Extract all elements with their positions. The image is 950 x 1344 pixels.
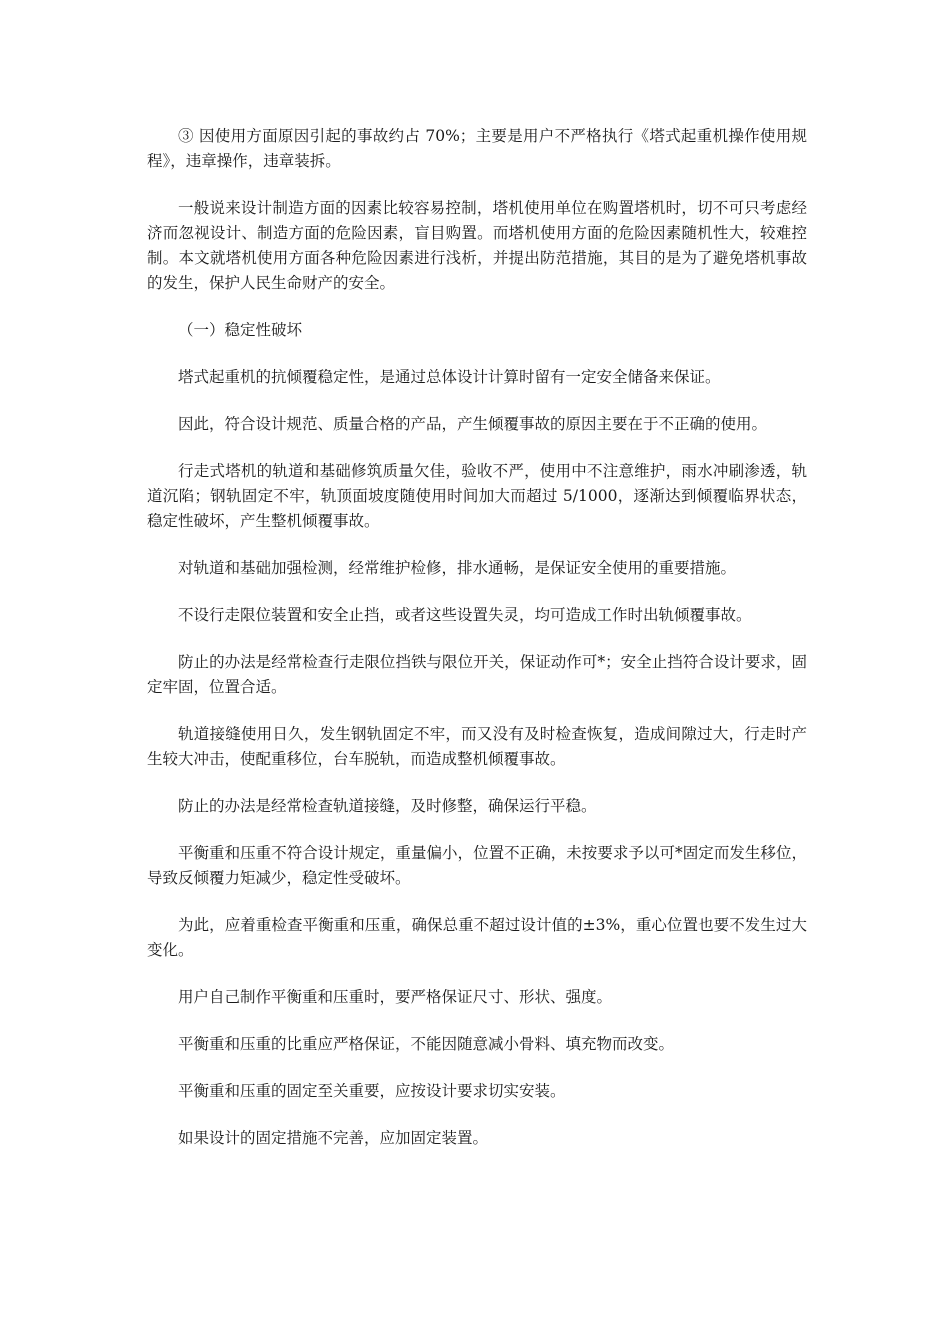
paragraph-counterweight-fixing: 平衡重和压重的固定至关重要，应按设计要求切实安装。 [178,1082,566,1100]
paragraph-add-fixing-device: 如果设计的固定措施不完善，应加固定装置。 [178,1129,489,1147]
paragraph-track-foundation: 行走式塔机的轨道和基础修筑质量欠佳，验收不严，使用中不注意维护，雨水冲刷渗透，轨道沉陷；钢轨固定不牢，轨顶面坡度随使用时间加大而超过 5/1000，逐渐达到倾覆临界状态，稳定性破坏，产生整机倾覆事故。 [147,462,807,530]
paragraph-counterweight-issue: 平衡重和压重不符合设计规定，重量偏小，位置不正确，未按要求予以可*固定而发生移位，导致反倾覆力矩减少，稳定性受破坏。 [147,844,807,887]
paragraph-accident-cause-usage: ③ 因使用方面原因引起的事故约占 70%；主要是用户不严格执行《塔式起重机操作使用规程》，违章操作，违章装拆。 [147,127,807,170]
document-body [147,124,807,1173]
paragraph-limit-check: 防止的办法是经常检查行走限位挡铁与限位开关，保证动作可*；安全止挡符合设计要求，固定牢固，位置合适。 [147,653,807,696]
paragraph-track-joint: 轨道接缝使用日久，发生钢轨固定不牢，而又没有及时检查恢复，造成间隙过大，行走时产生较大冲击，使配重移位，台车脱轨，而造成整机倾覆事故。 [147,725,807,768]
paragraph-risk-factors-intro: 一般说来设计制造方面的因素比较容易控制，塔机使用单位在购置塔机时，切不可只考虑经济而忽视设计、制造方面的危险因素，盲目购置。而塔机使用方面的危险因素随机性大，较难控制。本文就塔机使用方面各种危险因素进行浅析，并提出防范措施，其目的是为了避免塔机事故的发生，保护人民生命财产的安全。 [147,199,807,292]
paragraph-track-inspection: 对轨道和基础加强检测，经常维护检修，排水通畅，是保证安全使用的重要措施。 [178,559,737,577]
section-heading-stability: （一）稳定性破坏 [178,321,303,339]
paragraph-counterweight-density: 平衡重和压重的比重应严格保证，不能因随意减小骨料、填充物而改变。 [178,1035,675,1053]
paragraph-travel-limit: 不设行走限位装置和安全止挡，或者这些设置失灵，均可造成工作时出轨倾覆事故。 [178,606,752,624]
paragraph-joint-check: 防止的办法是经常检查轨道接缝，及时修整，确保运行平稳。 [178,797,597,815]
paragraph-counterweight-make: 用户自己制作平衡重和压重时，要严格保证尺寸、形状、强度。 [178,988,613,1006]
paragraph-incorrect-use: 因此，符合设计规范、质量合格的产品，产生倾覆事故的原因主要在于不正确的使用。 [178,415,768,433]
paragraph-counterweight-check: 为此，应着重检查平衡重和压重，确保总重不超过设计值的±3%，重心位置也要不发生过大变化。 [147,916,807,959]
paragraph-anti-overturn: 塔式起重机的抗倾覆稳定性，是通过总体设计计算时留有一定安全储备来保证。 [178,368,721,386]
